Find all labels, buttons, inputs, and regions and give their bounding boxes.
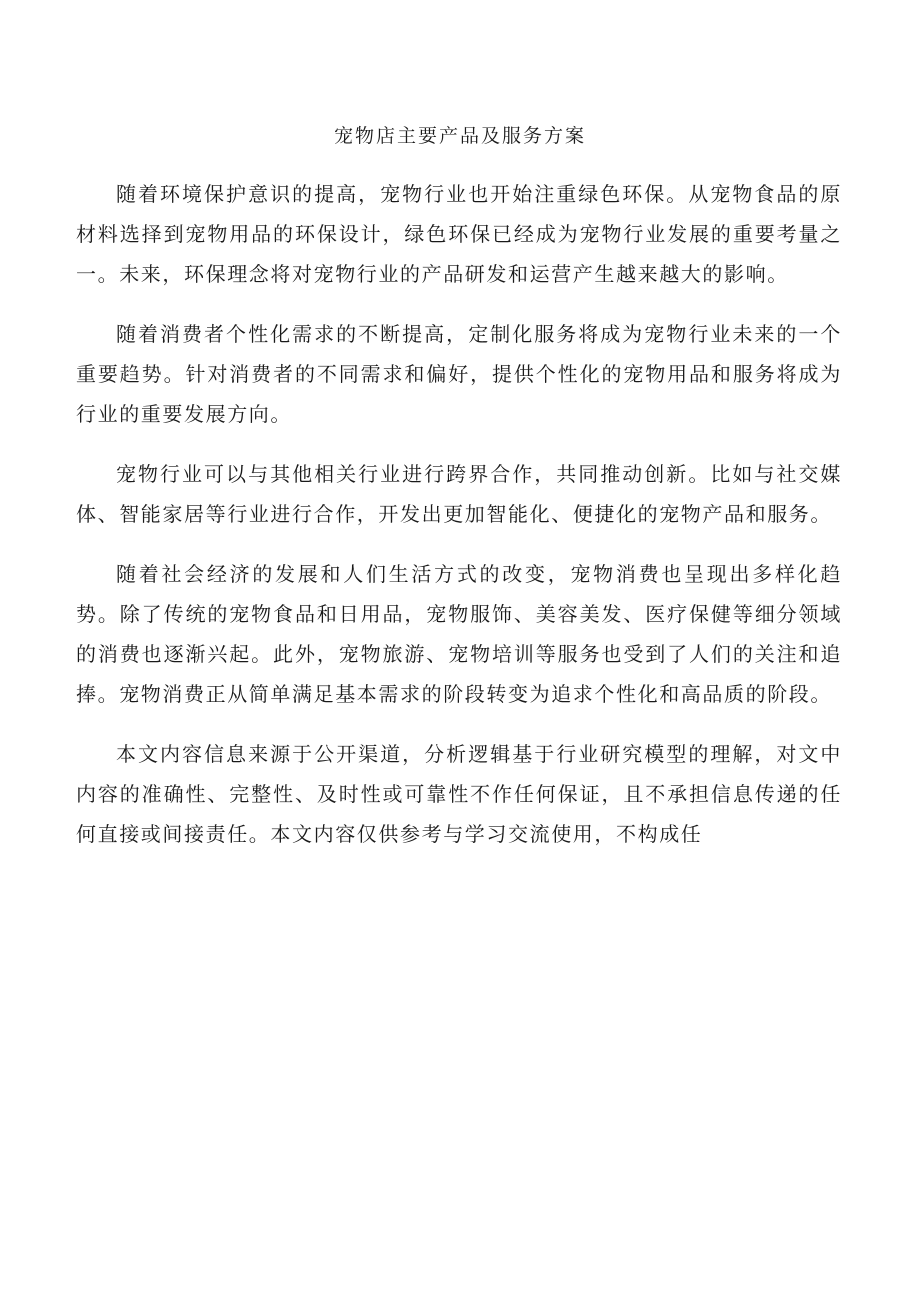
paragraph-disclaimer: 本文内容信息来源于公开渠道，分析逻辑基于行业研究模型的理解，对文中内容的准确性、完整性、及时性或可靠性不作任何保证，且不承担信息传递的任何直接或间接责任。本文内容仅供参考与学习交流使用，不构成任 <box>76 742 842 846</box>
paragraph-diversified-consumption: 随着社会经济的发展和人们生活方式的改变，宠物消费也呈现出多样化趋势。除了传统的宠物食品和日用品，宠物服饰、美容美发、医疗保健等细分领域的消费也逐渐兴起。此外，宠物旅游、宠物培训等服务也受到了人们的关注和追捧。宠物消费正从简单满足基本需求的阶段转变为追求个性化和高品质的阶段。 <box>76 562 842 706</box>
paragraph-environmental-protection: 随着环境保护意识的提高，宠物行业也开始注重绿色环保。从宠物食品的原材料选择到宠物用品的环保设计，绿色环保已经成为宠物行业发展的重要考量之一。未来，环保理念将对宠物行业的产品研发和运营产生越来越大的影响。 <box>76 182 842 286</box>
document-title: 宠物店主要产品及服务方案 <box>333 125 586 147</box>
paragraph-cross-industry: 宠物行业可以与其他相关行业进行跨界合作，共同推动创新。比如与社交媒体、智能家居等行业进行合作，开发出更加智能化、便捷化的宠物产品和服务。 <box>76 462 842 526</box>
paragraph-customization: 随着消费者个性化需求的不断提高，定制化服务将成为宠物行业未来的一个重要趋势。针对消费者的不同需求和偏好，提供个性化的宠物用品和服务将成为行业的重要发展方向。 <box>76 322 842 426</box>
document-body <box>76 174 842 874</box>
